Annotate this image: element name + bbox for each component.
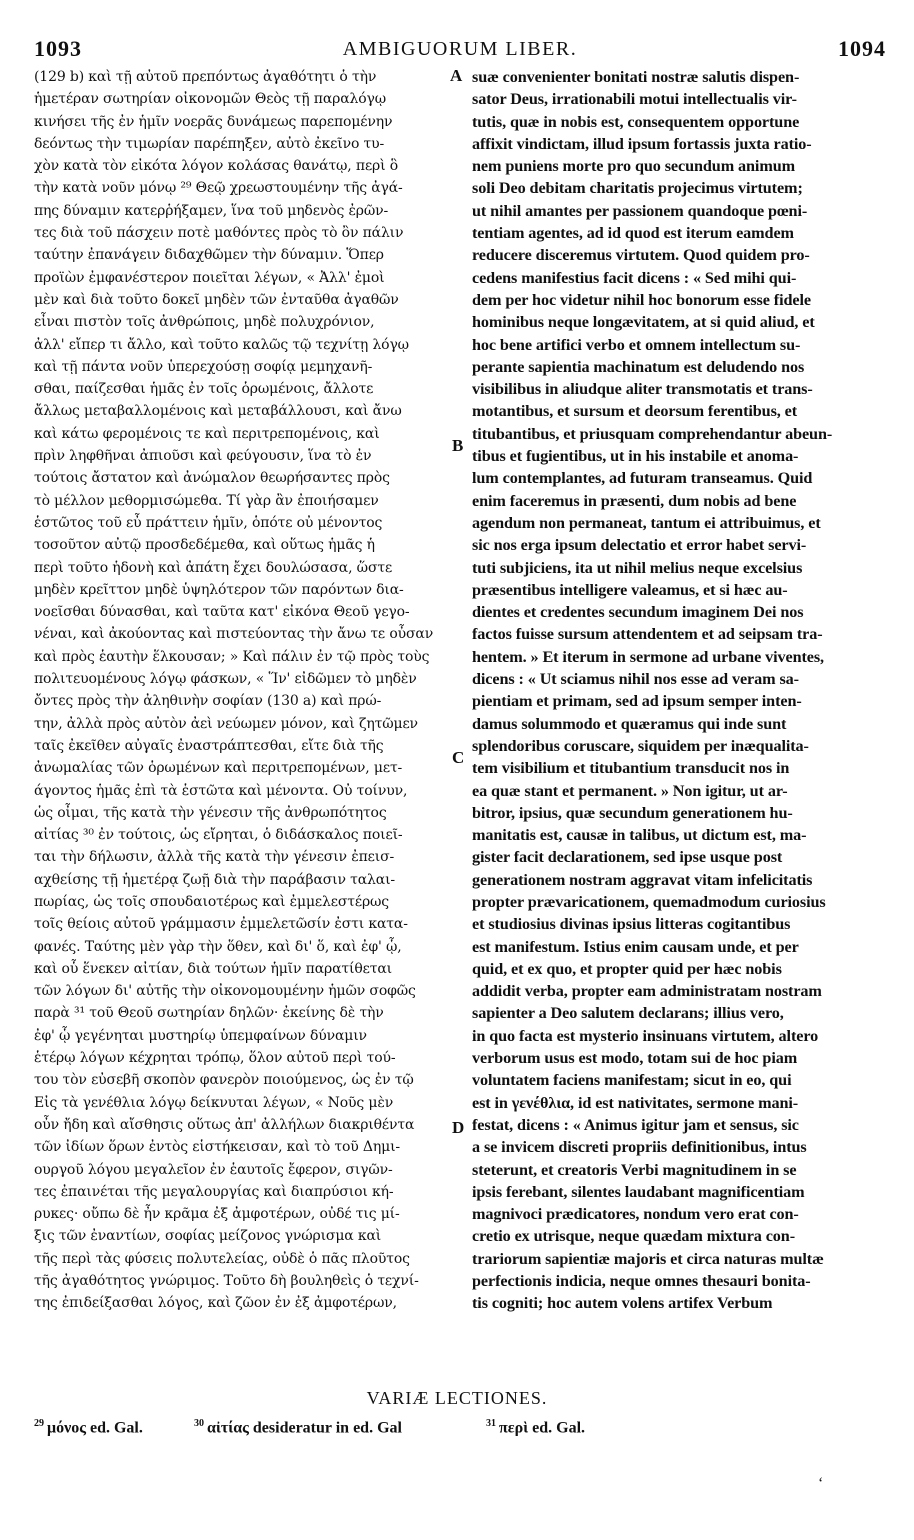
greek-text-line: ταύτην ἐπανάγειν διδαχθῶμεν τὴν δύναμιν. Ὅπερ [34,247,384,264]
greek-text-line: ται τὴν δήλωσιν, ἀλλὰ τῆς κατὰ τὴν γένεσιν ἐπεισ- [34,849,395,866]
latin-text-line: perante sapientia machinatum est deludendo nos [472,357,805,376]
greek-text-line: τῶν λόγων δι' αὐτῆς τὴν οἰκονομουμένην ἡμῶν σοφῶς [34,983,416,1000]
greek-text-line: τες ἐπαινέται τῆς μεγαλουργίας καὶ διαπρύσιοι κή- [34,1183,394,1200]
latin-text-line: factos fuisse sursum attendentem et ad seipsam tra- [472,625,823,644]
greek-text-line: ἐφ' ᾧ γεγένηται μυστηρίῳ ὑπεμφαίνων δύναμιν [34,1027,367,1044]
greek-text-line: άγοντος ἡμᾶς ἐπὶ τὰ ἑστῶτα καὶ μένοντα. Οὐ τοίνυν, [34,782,408,799]
section-marker-b: B [452,436,464,455]
latin-text-line: a se invicem discreti propriis definitionibus, intus [472,1138,807,1157]
latin-text-line: festat, dicens : « Animus igitur jam et sensus, sic [472,1115,799,1134]
variant-note [486,1418,585,1437]
latin-text-line: nem puniens morte pro quo secundum animum [472,157,796,176]
greek-text-line: πολιτευομένους λόγῳ φάσκων, « Ἵν' εἰδῶμεν τὸ μηδὲν [34,671,417,688]
greek-text-line: αἰτίας ³⁰ ἐν τούτοις, ὡς εἴρηται, ὁ διδάσκαλος ποιεῖ- [34,827,403,844]
greek-text-line: ὄντες πρὸς τὴν ἀληθινὴν σοφίαν (130 a) καὶ πρώ- [34,693,382,710]
note-text: περὶ ed. Gal. [499,1419,586,1437]
latin-text-line: cedens manifestius facit dicens : « Sed mihi qui- [472,268,797,287]
greek-text-line: ὡς οἶμαι, τῆς κατὰ τὴν γένεσιν τῆς ἀνθρωπότητος [34,804,387,821]
greek-text-line: ἑτέρῳ λόγων κέχρηται τρόπῳ, ὅλον αὐτοῦ περὶ τού- [34,1050,396,1067]
running-title: AMBIGUORUM LIBER. [342,38,578,60]
greek-text-line: ἡμετέραν σωτηρίαν οἰκονομῶν Θεὸς τῇ παραλόγῳ [34,91,386,108]
greek-text-line: τες διὰ τοῦ πάσχειν ποτὲ μαθόντες πρὸς τὸ ὂν πάλιν [34,225,404,242]
latin-text-line: agendum non permaneat, tantum ei attribuimus, et [472,513,821,532]
variae-lectiones-heading: VARIÆ LECTIONES. [366,1388,548,1408]
latin-text-line: verborum usus est modo, totam sui de hoc piam [472,1049,798,1068]
latin-text-line: tentiam agentes, ad id quod est iterum eamdem [472,224,794,243]
latin-text-line: sic nos erga ipsum delectatio et error habet servi- [472,536,807,555]
latin-text-line: tem visibilium et titubantium transducit nos in [472,759,790,778]
latin-text-line: tutis, quæ in nobis est, consequentem opportune [472,112,800,131]
latin-text-line: suæ convenienter bonitati nostræ salutis dispen- [472,68,800,86]
greek-text-line: νοεῖσθαι δύνασθαι, καὶ ταῦτα κατ' εἰκόνα Θεοῦ γεγο- [34,604,410,621]
greek-text-line: μὲν καὶ διὰ τοῦτο δοκεῖ μηδὲν τῶν ἐνταῦθα ἀγαθῶν [34,291,399,308]
greek-text-line: φανές. Ταύτης μὲν γὰρ τὴν ὅθεν, καὶ δι' ὅ, καὶ ἐφ' ᾧ, [34,938,402,955]
greek-text-line: ἑστῶτος τοῦ εὖ πράττειν ἡμῖν, ὁπότε οὐ μένοντος [34,514,383,531]
latin-text-line: dientes et credentes secundum imaginem Dei nos [472,603,804,622]
latin-text-line: soli Deo debitam charitatis projecimus virtutem; [472,179,803,198]
latin-text-line: propter prævaricationem, quemadmodum curiosius [472,892,826,911]
greek-text-line: τούτοις ἄστατον καὶ ἀνώμαλον θεωρήσαντες πρὸς [34,470,390,487]
latin-text-line: dicens : « Ut sciamus nihil nos esse ad veram sa- [472,670,799,689]
latin-text-line: gister facit declarationem, sed ipse usque post [472,848,783,867]
latin-column [472,66,884,1315]
latin-text-line: visibilibus in aliudque aliter transmotatis et trans- [472,380,813,399]
latin-text-line: manitatis est, causæ in talibus, ut dictum est, ma- [472,826,807,845]
latin-text-line: affixit vindictam, illud ipsum fortassis juxta ratio- [472,134,812,153]
latin-text-line: perfectionis indicia, neque omnes thesauri bonita- [472,1272,811,1291]
greek-column [34,66,466,1315]
greek-text-line: ουργοῦ λόγου μεγαλεῖον ἐν ἑαυτοῖς ἔφερον, σιγῶν- [34,1161,393,1178]
latin-text-line: bitror, ipsius, quæ secundum generationem hu- [472,803,793,822]
note-number: 31 [486,1418,496,1429]
latin-text-line: quid, et ex quo, et propter quid per hæc nobis [472,959,782,978]
latin-text-line: reducere disceremus virtutem. Quod quidem pro- [472,246,810,265]
greek-text-line: καὶ κάτω φερομένοις τε καὶ περιτρεπομένοις, καὶ [34,425,380,442]
latin-text-line: sator Deus, irrationabili motui intellectualis vir- [472,90,797,109]
latin-text-line: tis cogniti; hoc autem volens artifex Verbum [472,1294,773,1313]
latin-text-line: præsentibus intelligere valeamus, et si hæc au- [472,580,788,599]
section-marker-d: D [452,1118,465,1137]
note-number: 29 [34,1418,44,1429]
section-marker-c: C [452,748,465,767]
greek-text-line: σθαι, παίζεσθαι ἡμᾶς ἐν τοῖς ὁρωμένοις, ἄλλοτε [34,381,374,398]
greek-text-line: τὸ μέλλον μεθορμισώμεθα. Τί γὰρ ἂν ἐποιήσαμεν [34,492,379,509]
latin-text-line: steterunt, et creatoris Verbi magnitudinem in se [472,1160,797,1179]
latin-text-line: ea quæ stant et permanent. » Non igitur, ut ar- [472,781,788,800]
page-number-left: 1093 [34,36,82,61]
greek-text-line: τῆς περὶ τὰς φύσεις πολυτελείας, οὐδὲ ὁ πᾶς πλοῦτος [34,1250,410,1267]
latin-text-line: tuti subjiciens, ita ut nihil melius neque excelsius [472,558,803,577]
latin-text-line: et studiosius divinas ipsius litteras cogitantibus [472,915,791,934]
greek-text-line: την, ἀλλὰ πρὸς αὐτὸν ἀεὶ νεύωμεν μόνον, καὶ ζητῶμεν [34,715,418,732]
latin-text-line: splendoribus coruscare, siquidem per inæqualita- [472,736,809,755]
latin-text-line: trariorum sapientiæ majoris et circa naturas multæ [472,1249,824,1268]
greek-text-line: προϊὼν ἐμφανέστερον ποιεῖται λέγων, « Ἀλλ' ἐμοὶ [34,269,385,286]
greek-text-line: χὸν κατὰ τὸν εἰκότα λόγον κολάσας θανάτῳ, περὶ ὃ [34,158,399,175]
latin-text-line: enim faceremus in præsenti, dum nobis ad bene [472,491,797,510]
latin-text-line: motantibus, et sursum et deorsum ferentibus, et [472,402,798,421]
latin-text-line: ut nihil amantes per passionem quandoque pœni- [472,201,808,220]
latin-text-line: lum contemplantes, ad futuram transeamus. Quid [472,469,813,488]
greek-text-line: πωρίας, ὡς τοῖς σπουδαιοτέρως καὶ ἐμμελεστέρως [34,893,390,910]
latin-text-line: addidit verba, propter eam administratam nostram [472,982,822,1001]
greek-text-line: αχθείσης τῇ ἡμετέρᾳ ζωῇ διὰ τὴν παράβασιν ταλαι- [34,871,395,888]
greek-text-line: πρὶν ληφθῆναι ἀπιοῦσι καὶ φεύγουσιν, ἵνα τὸ ἐν [34,448,372,465]
latin-text-line: voluntatem faciens manifestam; sicut in eo, qui [472,1071,792,1090]
greek-text-line: τοσοῦτον αὐτῷ προσδεδέμεθα, καὶ οὕτως ἡμᾶς ἡ [34,537,375,554]
page-header [34,36,886,70]
greek-text-line: κινήσει τῆς ἐν ἡμῖν νοερᾶς δυνάμεως παρεπομένην [34,113,393,130]
greek-text-line: ἀνωμαλίας τῶν ὁρωμένων καὶ περιτρεπομένων, μετ- [34,760,403,777]
latin-text-line: est manifestum. Istius enim causam unde, et per [472,937,799,956]
stray-mark: ʻ [818,1475,824,1492]
greek-text-line: καὶ οὗ ἕνεκεν αἰτίαν, διὰ τούτων ἡμῖν παρατίθεται [34,960,392,977]
greek-text-line: εἶναι πιστὸν τοῖς ἀνθρώποις, μηδὲ πολυχρόνιον, [34,314,375,331]
latin-text-line: hentem. » Et iterum in sermone ad urbane viventes, [472,647,824,666]
greek-text-line: μηδὲν κρεῖττον μηδὲ ὑψηλότερον τῶν παρόντων δια- [34,581,404,598]
latin-text-line: ipsis ferebant, silentes laudabant magnificentiam [472,1182,805,1201]
latin-text-line: tibus et fugientibus, ut in his instabile et anoma- [472,447,799,466]
greek-text-line: δεόντως τὴν τιμωρίαν παρέπηξεν, αὐτὸ ἐκεῖνο τυ- [34,135,385,152]
latin-text-line: titubantibus, et priusquam comprehendantur abeun- [472,424,833,443]
greek-text-line: ξις τῶν ἐναντίων, σοφίας μείζονος γνώρισμα καὶ [34,1228,382,1245]
greek-text-line: ρυκες· οὔπω δὲ ἦν κρᾶμα ἐξ ἀμφοτέρων, οὐδέ τις μί- [34,1206,400,1223]
greek-text-line: παρὰ ³¹ τοῦ Θεοῦ σωτηρίαν δηλῶν· ἐκείνης δὲ τὴν [34,1005,384,1022]
latin-text-line: damus solummodo et quæramus qui inde sunt [472,714,787,733]
greek-text-line: νέναι, καὶ ἀκούοντας καὶ πιστεύοντας τὴν ἄνω τε οὖσαν [34,626,434,643]
page-number-right: 1094 [838,36,886,61]
latin-text-line: pientiam et primam, sed ad ipsum semper inten- [472,692,802,711]
note-text: μόνος ed. Gal. [47,1419,143,1437]
latin-text-line: dem per hoc videtur nihil hoc bonorum esse fidele [472,290,811,309]
greek-text-line: περὶ τοῦτο ἡδονὴ καὶ ἀπάτη ἔχει δουλώσασα, ὥστε [34,559,393,576]
greek-text-line: του τὸν εὐσεβῆ σκοπὸν φανερὸν ποιούμενος, ὡς ἐν τῷ [34,1072,414,1089]
latin-text-line: generationem nostram aggravat vitam infelicitatis [472,870,813,889]
note-number: 30 [194,1418,204,1429]
latin-text-line: in quo facta est mysterio insinuans virtutem, altero [472,1026,819,1045]
greek-text-line: της ἐπιδείξασθαι λόγος, καὶ ζῶον ἐν ἐξ ἀμφοτέρων, [34,1295,397,1312]
greek-text-line: τὴν κατὰ νοῦν μόνῳ ²⁹ Θεῷ χρεωστουμένην τῆς ἀγά- [34,180,403,197]
greek-text-line: ἀλλ' εἴπερ τι ἄλλο, καὶ τοῦτο καλῶς τῷ τεχνίτῃ λόγῳ [34,336,409,353]
variant-note [194,1418,402,1437]
latin-text-line: hominibus neque longævitatem, at si quid aliud, et [472,313,815,332]
greek-text-line: καὶ πρὸς ἑαυτὴν ἕλκουσαν; » Καὶ πάλιν ἐν τῷ πρὸς τοὺς [34,648,430,665]
greek-text-line: καὶ τῇ πάντα νοῦν ὑπερεχούσῃ σοφίᾳ μεμηχανῆ- [34,358,373,375]
latin-text-line: cretio ex utrisque, neque quædam mixtura con- [472,1227,795,1246]
greek-text-line: (129 b) καὶ τῇ αὐτοῦ πρεπόντως ἀγαθότητι ὁ τὴν [34,69,377,85]
greek-text-line: ἄλλως μεταβαλλομένοις καὶ μεταβάλλουσι, καὶ ἄνω [34,403,402,420]
greek-text-line: οὖν ἤδη καὶ αἴσθησις οὕτως ἀπ' ἀλλήλων διακριθέντα [34,1116,415,1133]
greek-text-line: τοῖς θείοις αὐτοῦ γράμμασιν ἐμμελετῶσίν ἐστι κατα- [34,916,408,933]
latin-text-line: hoc bene artifici verbo et omnem intellectum su- [472,335,801,354]
greek-text-line: τῆς ἀγαθότητος γνώριμος. Τοῦτο δὴ βουληθεὶς ὁ τεχνί- [34,1273,419,1290]
variant-note [34,1418,143,1437]
greek-text-line: πης δύναμιν κατερῥήξαμεν, ἵνα τοῦ μηδενὸς ἐρῶν- [34,202,389,219]
greek-text-line: ταῖς ἐκεῖθεν αὐγαῖς ἐναστράπτεσθαι, εἴτε διὰ τῆς [34,737,384,754]
latin-text-line: sapienter a Deo salutem declarans; illius vero, [472,1004,784,1023]
section-marker-a: A [450,66,463,85]
latin-text-line: est in γενέθλια, id est nativitates, sermone mani- [472,1093,799,1112]
latin-text-line: magnivoci prædicatores, nondum vero erat con- [472,1205,799,1224]
greek-text-line: Εἰς τὰ γενέθλια λόγῳ δείκνυται λέγων, « Νοῦς μὲν [34,1094,394,1111]
greek-text-line: τῶν ἰδίων ὅρων ἐντὸς εἱστήκεισαν, καὶ τὸ τοῦ Δημι- [34,1139,400,1156]
note-text: αἰτίας desideratur in ed. Gal [207,1419,402,1437]
